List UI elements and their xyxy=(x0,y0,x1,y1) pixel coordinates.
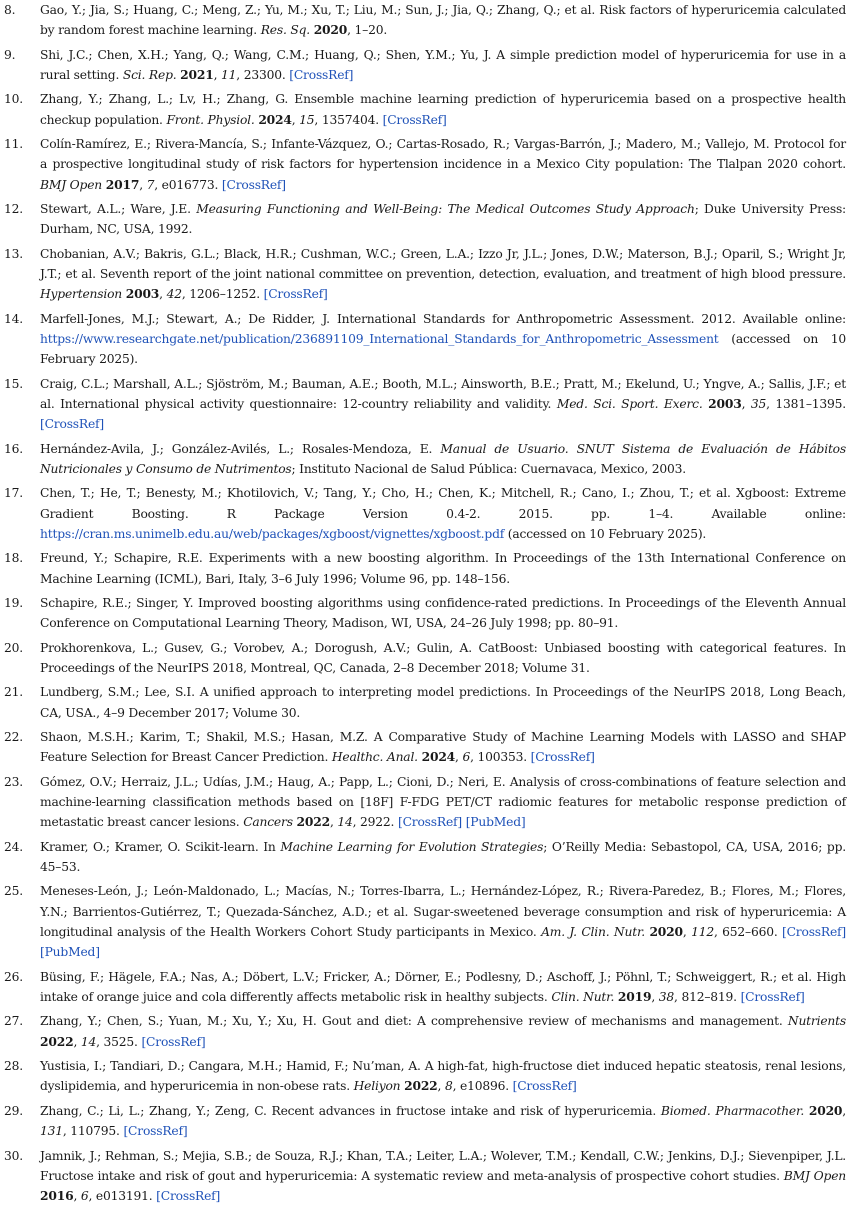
crossref-link[interactable]: [CrossRef] xyxy=(156,1189,221,1204)
reference-year: 2022 xyxy=(40,1033,74,1049)
pubmed-link[interactable]: [PubMed] xyxy=(40,945,100,960)
reference-text xyxy=(40,1056,846,1097)
reference-italic-text: Am. J. Clin. Nutr. xyxy=(541,925,645,940)
reference-italic-text: 14 xyxy=(337,815,353,830)
reference-number: 22. xyxy=(4,730,23,745)
reference-number: 27. xyxy=(4,1014,23,1029)
reference-list xyxy=(4,0,846,1210)
reference-text xyxy=(40,1146,846,1207)
reference-item xyxy=(4,837,846,878)
reference-text xyxy=(40,772,846,833)
reference-year: 2020 xyxy=(313,22,348,38)
reference-text-run: , xyxy=(291,112,300,127)
reference-text-run: , xyxy=(437,1079,445,1094)
reference-year: 2019 xyxy=(617,989,652,1005)
reference-text-run: Chobanian, A.V.; Bakris, G.L.; Black, H.R.; Cushman, W.C.; Green, L.A.; Izzo Jr, J.L.; Jones, D.W.; Materson, B.J.; Oparil, S.; Wright Jr, J.T.; et al. Seventh report of the joint national committee on prevention, detection, evaluation, and treatment of high blood pressure. xyxy=(40,246,846,282)
reference-italic-text: Sci. Rep. xyxy=(122,67,177,82)
reference-italic-text: Healthc. Anal. xyxy=(331,750,418,765)
reference-text-run: , e10896. xyxy=(452,1079,513,1094)
crossref-link[interactable]: [CrossRef] xyxy=(740,990,805,1005)
reference-italic-text: Heliyon xyxy=(353,1079,401,1094)
reference-number: 20. xyxy=(4,640,23,655)
reference-italic-text: 11 xyxy=(221,67,237,82)
reference-text-run: (accessed on 10 February 2025). xyxy=(504,526,707,541)
reference-number: 21. xyxy=(4,685,23,700)
reference-italic-text: BMJ Open xyxy=(40,177,103,192)
reference-text-run: , xyxy=(139,177,147,192)
reference-italic-text: Res. Sq. xyxy=(260,23,310,38)
reference-text-run: ; Duke University Press: Durham, NC, USA, 1992. xyxy=(40,202,846,237)
reference-text-run: , 652–660. xyxy=(713,925,782,940)
reference-year: 2021 xyxy=(180,66,214,82)
reference-item xyxy=(4,1011,846,1052)
reference-text xyxy=(40,881,846,962)
reference-text-run: Prokhorenkova, L.; Gusev, G.; Vorobev, A.; Dorogush, A.V.; Gulin, A. CatBoost: Unbiased boosting with categorical features. In Proceedings of the NeurIPS 2018, Montreal, QC, Canada, 2–8 December 2018; Volume 31. xyxy=(40,640,846,676)
reference-item xyxy=(4,1146,846,1207)
reference-item xyxy=(4,881,846,962)
reference-item xyxy=(4,134,846,195)
reference-text-run: , xyxy=(741,397,751,411)
reference-italic-text: Med. Sci. Sport. Exerc. xyxy=(556,397,703,411)
reference-text-run: Lundberg, S.M.; Lee, S.I. A unified approach to interpreting model predictions. In Proceedings of the NeurIPS 2018, Long Beach, CA, USA., 4–9 December 2017; Volume 30. xyxy=(40,685,846,720)
reference-item xyxy=(4,483,846,544)
reference-italic-text: Nutrients xyxy=(787,1014,846,1029)
reference-text xyxy=(40,134,846,195)
crossref-link[interactable]: [CrossRef] xyxy=(221,177,286,192)
reference-italic-text: Measuring Functioning and Well-Being: The Medical Outcomes Study Approach xyxy=(196,202,695,217)
reference-text-run: , e013191. xyxy=(88,1189,157,1204)
crossref-link[interactable]: [CrossRef] xyxy=(263,287,328,302)
crossref-link[interactable]: [CrossRef] xyxy=(141,1034,206,1049)
reference-text xyxy=(40,837,846,878)
reference-text-run: (accessed on 10 February 2025). xyxy=(40,332,846,367)
reference-text-run: Gao, Y.; Jia, S.; Huang, C.; Meng, Z.; Yu, M.; Xu, T.; Liu, M.; Sun, J.; Jia, Q.; Zhang, Q.; et al. Risk factors of hyperuricemia calculated by random forest machine learning. xyxy=(40,3,846,38)
reference-number: 12. xyxy=(4,202,23,217)
reference-italic-text: Hypertension xyxy=(40,287,123,302)
reference-text xyxy=(40,45,846,86)
reference-text-run: Colín-Ramírez, E.; Rivera-Mancía, S.; Infante-Vázquez, O.; Cartas-Rosado, R.; Vargas-Barrón, J.; Madero, M.; Vallejo, M. Protocol for a prospective longitudinal study of risk factors for hypertension incidence in a Mexico City population: The Tlalpan 2020 cohort. xyxy=(40,137,846,172)
reference-number: 23. xyxy=(4,774,23,789)
reference-item xyxy=(4,0,846,41)
reference-number: 19. xyxy=(4,596,23,611)
reference-text-run: , xyxy=(682,925,692,940)
reference-text-run: Shaon, M.S.H.; Karim, T.; Shakil, M.S.; Hasan, M.Z. A Comparative Study of Machine Learning Models with LASSO and SHAP Feature Selection for Breast Cancer Prediction. xyxy=(40,730,846,765)
reference-text-run: Marfell-Jones, M.J.; Stewart, A.; De Ridder, J. International Standards for Anthropometric Assessment. 2012. Available online: xyxy=(40,311,846,326)
reference-text-run: , xyxy=(213,67,222,82)
reference-number: 28. xyxy=(4,1059,23,1074)
reference-text xyxy=(40,967,846,1008)
reference-text xyxy=(40,0,846,41)
reference-number: 26. xyxy=(4,969,23,984)
reference-text-run: Gómez, O.V.; Herraiz, J.L.; Udías, J.M.; Haug, A.; Papp, L.; Cioni, D.; Neri, E. Analysis of cross-combinations of feature selection and machine-learning classification methods based on [18F] F-FDG PET/CT radiomic features for metabolic response prediction of metastatic breast cancer lesions. xyxy=(40,774,846,830)
reference-number: 13. xyxy=(4,246,23,261)
reference-text xyxy=(40,483,846,544)
reference-year: 2024 xyxy=(258,111,292,127)
reference-text-run: , 1381–1395. xyxy=(766,397,846,411)
reference-italic-text: 6 xyxy=(462,750,471,765)
reference-italic-text: 7 xyxy=(146,177,155,192)
reference-text xyxy=(40,682,846,723)
reference-text-run: , xyxy=(455,750,463,765)
reference-year: 2022 xyxy=(404,1078,438,1094)
reference-text-run: , 23300. xyxy=(236,67,290,82)
reference-item xyxy=(4,89,846,130)
reference-item xyxy=(4,1101,846,1142)
reference-text xyxy=(40,727,846,768)
crossref-link[interactable]: [CrossRef] xyxy=(397,815,462,830)
crossref-link[interactable]: [CrossRef] xyxy=(512,1079,577,1094)
reference-year: 2016 xyxy=(40,1188,74,1204)
reference-text xyxy=(40,199,846,240)
reference-year: 2022 xyxy=(296,814,330,830)
reference-text-run: Meneses-León, J.; León-Maldonado, L.; Macías, N.; Torres-Ibarra, L.; Hernández-López, R.; Rivera-Paredez, B.; Flores, M.; Flores, Y.N.; Barrientos-Gutiérrez, T.; Quezada-Sánchez, A.D.; et al. Sugar-sweetened beverage consumption and risk of hyperuricemia: A longitudinal analysis of the Health Workers Cohort Study participants in Mexico. xyxy=(40,884,846,940)
reference-text xyxy=(40,309,846,370)
reference-number: 30. xyxy=(4,1148,23,1163)
reference-year: 2020 xyxy=(808,1102,843,1118)
reference-text-run: Zhang, Y.; Chen, S.; Yuan, M.; Xu, Y.; Xu, H. Gout and diet: A comprehensive review of mechanisms and management. xyxy=(40,1014,788,1029)
reference-item xyxy=(4,638,846,679)
reference-number: 14. xyxy=(4,311,23,326)
reference-italic-text: 14 xyxy=(80,1034,97,1049)
crossref-link[interactable]: [CrossRef] xyxy=(530,750,595,765)
reference-text-run: , 100353. xyxy=(470,750,531,765)
reference-text-run: , xyxy=(73,1189,81,1204)
url-link[interactable]: https://www.researchgate.net/publication/236891109_International_Standards_for_Anthropometric_Assessment xyxy=(40,332,719,347)
reference-item xyxy=(4,309,846,370)
reference-text xyxy=(40,548,846,589)
reference-item xyxy=(4,967,846,1008)
crossref-link[interactable]: [CrossRef] xyxy=(40,417,104,432)
reference-year: 2020 xyxy=(649,924,683,940)
reference-number: 10. xyxy=(4,92,23,107)
reference-italic-text: BMJ Open xyxy=(783,1168,846,1183)
reference-italic-text: 6 xyxy=(80,1189,89,1204)
reference-text-run: , xyxy=(842,1103,847,1118)
reference-text-run: , 1206–1252. xyxy=(181,287,264,302)
reference-number: 15. xyxy=(4,376,23,391)
reference-text-run: Hernández-Avila, J.; González-Avilés, L.; Rosales-Mendoza, E. xyxy=(40,441,441,456)
reference-italic-text: Machine Learning for Evolution Strategies xyxy=(280,839,544,854)
reference-item xyxy=(4,593,846,634)
reference-text-run: Freund, Y.; Schapire, R.E. Experiments with a new boosting algorithm. In Proceedings of the 13th International Conference on Machine Learning (ICML), Bari, Italy, 3–6 July 1996; Volume 96, pp. 148–156. xyxy=(40,551,846,586)
reference-italic-text: 35 xyxy=(750,397,767,411)
reference-item xyxy=(4,682,846,723)
crossref-link[interactable]: [CrossRef] xyxy=(782,925,846,940)
reference-text xyxy=(40,244,846,305)
reference-number: 11. xyxy=(4,137,23,152)
reference-text xyxy=(40,593,846,634)
reference-text-run: Craig, C.L.; Marshall, A.L.; Sjöström, M.; Bauman, A.E.; Booth, M.L.; Ainsworth, B.E.; Pratt, M.; Ekelund, U.; Yngve, A.; Sallis, J.F.; et al. International physical activity questionnaire: 12-country reliability and validity. xyxy=(40,376,846,411)
reference-item xyxy=(4,1056,846,1097)
reference-text xyxy=(40,1011,846,1052)
reference-italic-text: Clin. Nutr. xyxy=(551,990,615,1005)
reference-italic-text: 131 xyxy=(40,1124,63,1139)
reference-year: 2017 xyxy=(105,176,140,192)
reference-text-run: , 1357404. xyxy=(314,112,383,127)
reference-text-run: Büsing, F.; Hägele, F.A.; Nas, A.; Döbert, L.V.; Fricker, A.; Dörner, E.; Podlesny, D.; Aschoff, J.; Pöhnl, T.; Schweiggert, R.; et al. High intake of orange juice and cola differently affects metabolic risk in healthy subjects. xyxy=(40,969,846,1005)
reference-number: 16. xyxy=(4,441,23,456)
reference-item xyxy=(4,727,846,768)
reference-number: 18. xyxy=(4,551,23,566)
reference-item xyxy=(4,244,846,305)
reference-italic-text: 8 xyxy=(444,1079,453,1094)
reference-text-run: Yustisia, I.; Tandiari, D.; Cangara, M.H.; Hamid, F.; Nu’man, A. A high-fat, high-fructose diet induced hepatic steatosis, renal lesions, dyslipidemia, and hyperuricemia in non-obese rats. xyxy=(40,1059,846,1094)
reference-italic-text: 112 xyxy=(691,925,714,940)
reference-text-run: , 2922. xyxy=(352,815,398,830)
reference-item xyxy=(4,439,846,480)
reference-item xyxy=(4,548,846,589)
reference-text xyxy=(40,89,846,130)
reference-text xyxy=(40,374,846,435)
reference-italic-text: Cancers xyxy=(243,815,293,830)
reference-text-run: , 812–819. xyxy=(674,990,741,1005)
reference-text-run: Schapire, R.E.; Singer, Y. Improved boosting algorithms using confidence-rated predictions. In Proceedings of the Eleventh Annual Conference on Computational Learning Theory, Madison, WI, USA, 24–26 July 1998; pp. 80–91. xyxy=(40,596,846,631)
reference-text-run: Stewart, A.L.; Ware, J.E. xyxy=(40,202,197,217)
reference-text-run: Zhang, C.; Li, L.; Zhang, Y.; Zeng, C. Recent advances in fructose intake and risk of hyperuricemia. xyxy=(40,1103,661,1118)
reference-italic-text: Biomed. Pharmacother. xyxy=(660,1103,805,1118)
reference-text-run: , 1–20. xyxy=(347,23,388,38)
reference-text xyxy=(40,638,846,679)
reference-italic-text: Manual de Usuario. SNUT Sistema de Evaluación de Hábitos Nutricionales y Consumo de Nutrimentos xyxy=(40,441,846,476)
reference-italic-text: 38 xyxy=(658,990,675,1005)
reference-text-run: , 3525. xyxy=(96,1034,142,1049)
reference-number: 25. xyxy=(4,884,23,899)
reference-text-run: Jamnik, J.; Rehman, S.; Mejia, S.B.; de Souza, R.J.; Khan, T.A.; Leiter, L.A.; Wolever, T.M.; Kendall, C.W.; Jenkins, D.J.; Sievenpiper, J.L. Fructose intake and risk of gout and hyperuricemia: A systematic review and meta-analysis of prospective cohort studies. xyxy=(40,1148,846,1183)
url-link[interactable]: https://cran.ms.unimelb.edu.au/web/packages/xgboost/vignettes/xgboost.pdf xyxy=(40,526,505,541)
reference-text-run: Zhang, Y.; Zhang, L.; Lv, H.; Zhang, G. Ensemble machine learning prediction of hyperuricemia based on a prospective health checkup population. xyxy=(40,92,846,127)
reference-text-run: , e016773. xyxy=(154,177,222,192)
reference-number: 24. xyxy=(4,839,23,854)
crossref-link[interactable]: [CrossRef] xyxy=(123,1124,188,1139)
reference-year: 2024 xyxy=(421,749,456,765)
reference-year: 2003 xyxy=(708,396,742,411)
reference-text-run: , xyxy=(73,1034,81,1049)
reference-item xyxy=(4,374,846,435)
crossref-link[interactable]: [CrossRef] xyxy=(382,112,447,127)
reference-text xyxy=(40,1101,846,1142)
reference-number: 17. xyxy=(4,486,23,501)
reference-italic-text: 42 xyxy=(166,287,182,302)
reference-number: 8. xyxy=(4,3,16,17)
reference-text xyxy=(40,439,846,480)
reference-number: 29. xyxy=(4,1103,23,1118)
reference-text-run: Chen, T.; He, T.; Benesty, M.; Khotilovich, V.; Tang, Y.; Cho, H.; Chen, K.; Mitchell, R.; Cano, I.; Zhou, T.; et al. Xgboost: Extreme Gradient Boosting. R Package Version 0.4-2. 2015. pp. 1–4. Available online: xyxy=(40,486,846,521)
reference-text-run: , xyxy=(329,815,338,830)
reference-text-run: ; O’Reilly Media: Sebastopol, CA, USA, 2016; pp. 45–53. xyxy=(40,839,846,875)
reference-text-run: ; Instituto Nacional de Salud Pública: Cuernavaca, Mexico, 2003. xyxy=(291,461,687,476)
reference-text-run: , 110795. xyxy=(62,1124,124,1139)
reference-item xyxy=(4,772,846,833)
pubmed-link[interactable]: [PubMed] xyxy=(465,815,526,830)
reference-number: 9. xyxy=(4,47,16,62)
reference-text-run: Kramer, O.; Kramer, O. Scikit-learn. In xyxy=(40,839,281,854)
reference-item xyxy=(4,199,846,240)
reference-text-run: , xyxy=(159,287,167,302)
reference-text-run: Shi, J.C.; Chen, X.H.; Yang, Q.; Wang, C.M.; Huang, Q.; Shen, Y.M.; Yu, J. A simple prediction model of hyperuricemia for use in a rural setting. xyxy=(40,47,846,82)
reference-italic-text: Front. Physiol. xyxy=(166,112,255,127)
reference-italic-text: 15 xyxy=(299,112,315,127)
reference-year: 2003 xyxy=(125,286,160,302)
crossref-link[interactable]: [CrossRef] xyxy=(289,67,354,82)
reference-item xyxy=(4,45,846,86)
reference-text-run: , xyxy=(651,990,659,1005)
